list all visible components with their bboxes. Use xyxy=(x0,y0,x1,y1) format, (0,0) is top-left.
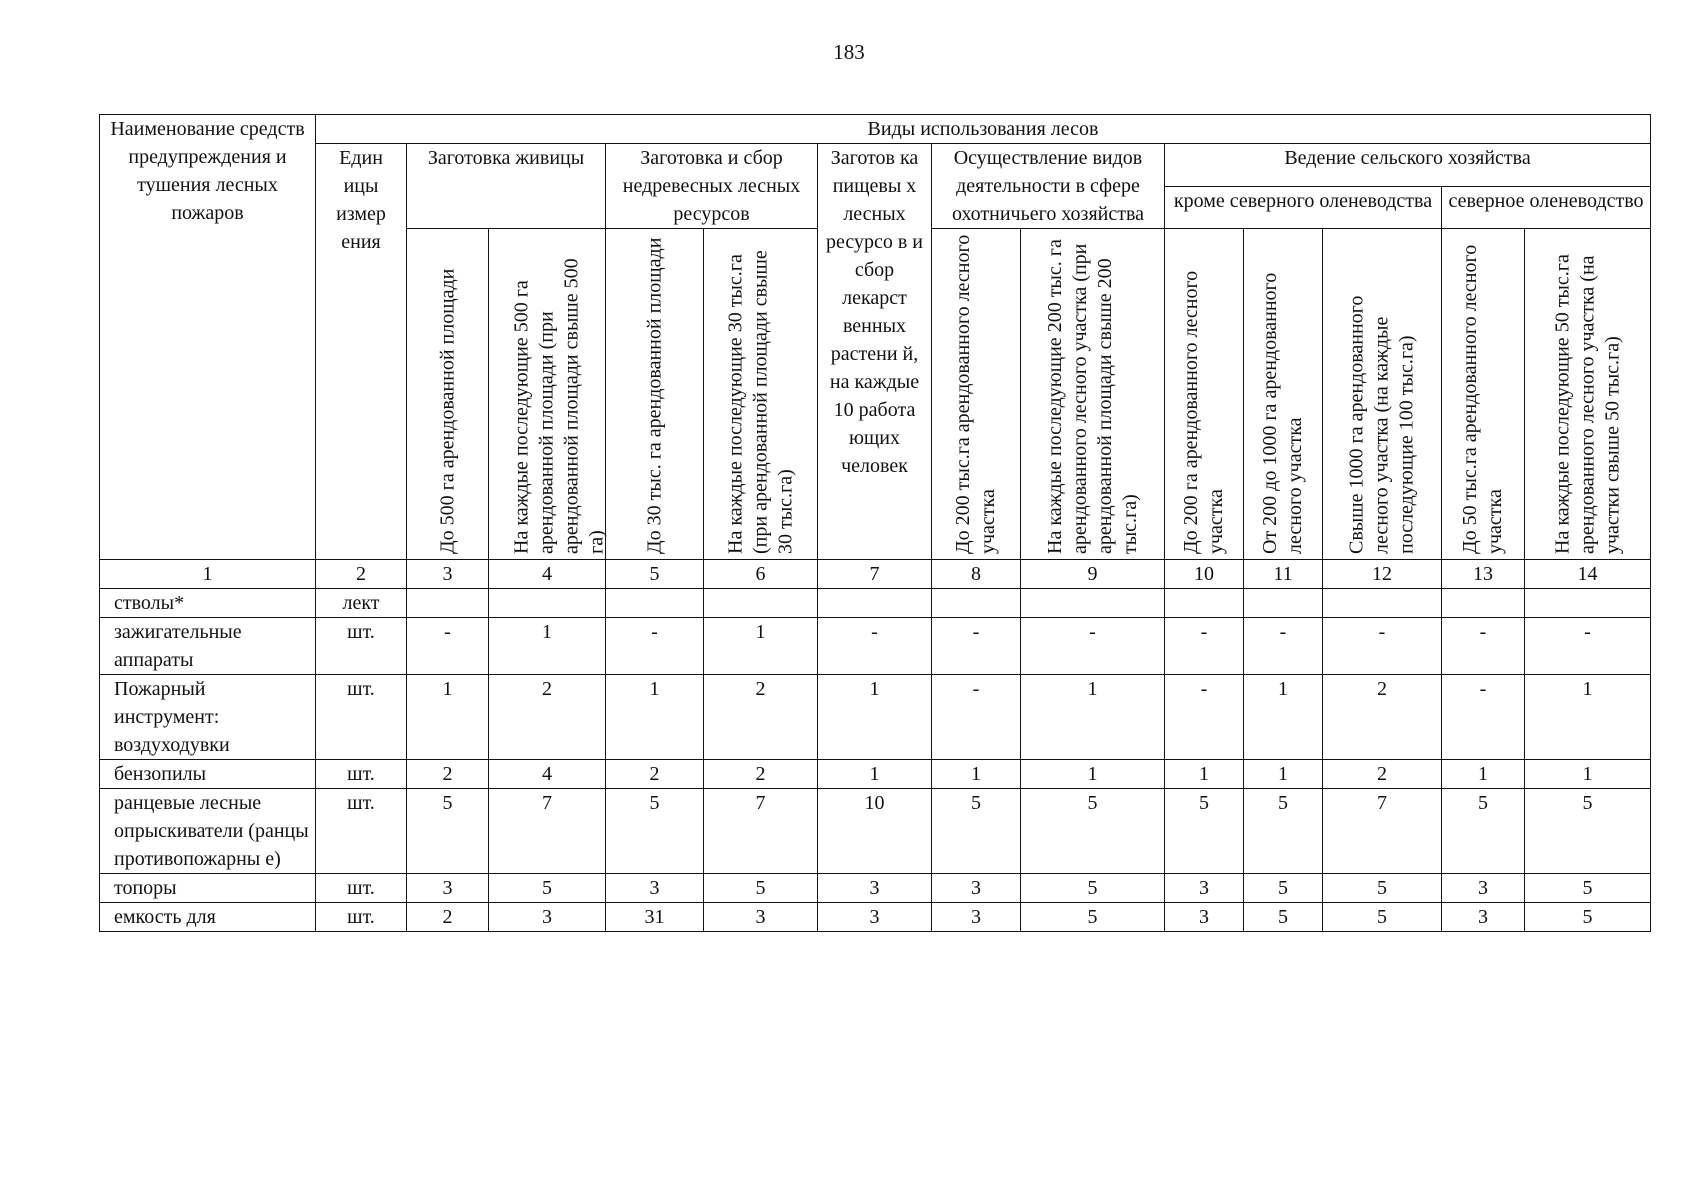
row-value-cell: 3 xyxy=(1165,874,1244,903)
row-value-cell: 5 xyxy=(1244,903,1323,932)
row-value-cell: - xyxy=(932,618,1021,675)
row-unit: шт. xyxy=(316,874,407,903)
table-row xyxy=(100,760,1651,789)
header-forest-use-types: Виды использования лесов xyxy=(316,115,1651,144)
row-value-cell: 3 xyxy=(818,874,932,903)
row-value-cell: 5 xyxy=(1021,874,1165,903)
column-number: 13 xyxy=(1442,560,1525,589)
row-item-name: зажигательные аппараты xyxy=(100,618,316,675)
vertical-header-text: На каждые последующие 200 тыс. га арендованного лесного участка (при арендованной площади свыше 200 тыс.га) xyxy=(1043,239,1141,554)
row-value-cell: 2 xyxy=(704,760,818,789)
vertical-header xyxy=(1442,229,1525,560)
column-number: 2 xyxy=(316,560,407,589)
page-number: 183 xyxy=(833,40,865,64)
row-value-cell: 2 xyxy=(606,760,704,789)
row-value-cell: 1 xyxy=(932,760,1021,789)
row-value-cell: 3 xyxy=(1165,903,1244,932)
row-value-cell: 5 xyxy=(1021,903,1165,932)
column-number: 3 xyxy=(407,560,489,589)
row-value-cell xyxy=(1442,589,1525,618)
row-value-cell: 1 xyxy=(1021,760,1165,789)
header-food-resources: Заготов ка пищевы х лесных ресурсо в и сбор лекарст венных растени й, на каждые 10 работа ющих человек xyxy=(818,144,932,560)
row-value-cell: 2 xyxy=(1323,675,1442,760)
row-unit: шт. xyxy=(316,789,407,874)
row-value-cell: 5 xyxy=(1525,903,1651,932)
row-value-cell: 2 xyxy=(704,675,818,760)
vertical-header-text: Свыше 1000 га арендованного лесного участка (на каждые последующие 100 тыс.га) xyxy=(1345,295,1418,554)
row-value-cell: 1 xyxy=(1244,675,1323,760)
row-value-cell: 3 xyxy=(932,903,1021,932)
row-value-cell: 1 xyxy=(704,618,818,675)
column-number: 12 xyxy=(1323,560,1442,589)
table-body xyxy=(100,589,1651,932)
row-value-cell: 1 xyxy=(1021,675,1165,760)
row-value-cell: 1 xyxy=(489,618,606,675)
row-item-name: ранцевые лесные опрыскиватели (ранцы противопожарны е) xyxy=(100,789,316,874)
table-row xyxy=(100,589,1651,618)
row-value-cell: - xyxy=(1244,618,1323,675)
row-value-cell xyxy=(1525,589,1651,618)
vertical-header xyxy=(1021,229,1165,560)
column-number-row xyxy=(100,560,1651,589)
row-value-cell: 7 xyxy=(489,789,606,874)
row-unit: шт. xyxy=(316,618,407,675)
row-value-cell: 5 xyxy=(489,874,606,903)
row-value-cell xyxy=(818,589,932,618)
table-row xyxy=(100,675,1651,760)
row-value-cell: 5 xyxy=(1525,874,1651,903)
row-value-cell: 10 xyxy=(818,789,932,874)
row-value-cell: - xyxy=(818,618,932,675)
row-unit: шт. xyxy=(316,760,407,789)
table-row xyxy=(100,618,1651,675)
column-number: 9 xyxy=(1021,560,1165,589)
row-value-cell: 1 xyxy=(1165,760,1244,789)
row-value-cell xyxy=(1323,589,1442,618)
row-value-cell xyxy=(407,589,489,618)
column-number: 5 xyxy=(606,560,704,589)
row-value-cell: 7 xyxy=(1323,789,1442,874)
row-item-name: емкость для xyxy=(100,903,316,932)
row-value-cell: 4 xyxy=(489,760,606,789)
vertical-header-text: До 200 тыс.га арендованного лесного участка xyxy=(952,234,999,554)
row-value-cell xyxy=(606,589,704,618)
vertical-header xyxy=(1525,229,1651,560)
row-value-cell: 3 xyxy=(1442,874,1525,903)
header-row-2 xyxy=(100,144,1651,187)
vertical-header xyxy=(489,229,606,560)
column-number: 1 xyxy=(100,560,316,589)
row-value-cell: 1 xyxy=(606,675,704,760)
row-value-cell: 3 xyxy=(932,874,1021,903)
row-item-name: бензопилы xyxy=(100,760,316,789)
vertical-header-text: На каждые последующие 30 тыс.га (при арендованной площади свыше 30 тыс.га) xyxy=(724,250,796,554)
row-value-cell: 5 xyxy=(1165,789,1244,874)
row-item-name: топоры xyxy=(100,874,316,903)
row-value-cell: - xyxy=(606,618,704,675)
table-row xyxy=(100,789,1651,874)
row-value-cell: 5 xyxy=(704,874,818,903)
row-value-cell: - xyxy=(1021,618,1165,675)
row-value-cell: 3 xyxy=(1442,903,1525,932)
row-value-cell: 2 xyxy=(1323,760,1442,789)
row-value-cell xyxy=(932,589,1021,618)
row-value-cell: 1 xyxy=(1525,760,1651,789)
row-value-cell: 3 xyxy=(818,903,932,932)
row-value-cell: 5 xyxy=(407,789,489,874)
table-row xyxy=(100,903,1651,932)
column-number: 7 xyxy=(818,560,932,589)
column-number: 8 xyxy=(932,560,1021,589)
row-value-cell: - xyxy=(1442,618,1525,675)
vertical-header-text: До 200 га арендованного лесного участка xyxy=(1180,270,1227,554)
row-value-cell xyxy=(1244,589,1323,618)
row-value-cell: 5 xyxy=(1525,789,1651,874)
vertical-header xyxy=(407,229,489,560)
row-value-cell: - xyxy=(1165,675,1244,760)
row-value-cell: 3 xyxy=(489,903,606,932)
header-row-1 xyxy=(100,115,1651,144)
row-unit: лект xyxy=(316,589,407,618)
row-value-cell: 2 xyxy=(407,903,489,932)
vertical-header-text: До 50 тыс.га арендованного лесного участка xyxy=(1459,244,1506,554)
row-value-cell: 7 xyxy=(704,789,818,874)
row-value-cell: 5 xyxy=(606,789,704,874)
row-value-cell: - xyxy=(932,675,1021,760)
header-resin-harvesting: Заготовка живицы xyxy=(407,144,606,229)
header-agriculture: Ведение сельского хозяйства xyxy=(1165,144,1651,187)
row-value-cell xyxy=(1021,589,1165,618)
row-value-cell: - xyxy=(1442,675,1525,760)
row-value-cell: 1 xyxy=(818,760,932,789)
row-value-cell xyxy=(1165,589,1244,618)
vertical-header-text: На каждые последующие 500 га арендованной площади (при арендованной площади свыше 500 га) xyxy=(510,258,608,554)
row-value-cell: 5 xyxy=(1021,789,1165,874)
row-value-cell: 3 xyxy=(407,874,489,903)
equipment-norms-table xyxy=(99,114,1651,932)
header-name-of-means: Наименование средств предупреждения и тушения лесных пожаров xyxy=(100,115,316,560)
vertical-header-text: До 500 га арендованной площади xyxy=(436,268,458,554)
row-value-cell: 5 xyxy=(1244,789,1323,874)
row-value-cell: 5 xyxy=(1323,874,1442,903)
row-value-cell: 5 xyxy=(1442,789,1525,874)
column-number: 11 xyxy=(1244,560,1323,589)
header-except-northern-reindeer: кроме северного оленеводства xyxy=(1165,186,1442,229)
column-number: 6 xyxy=(704,560,818,589)
vertical-header-text: На каждые последующие 50 тыс.га арендованного лесного участка (на участки свыше 50 тыс.га) xyxy=(1551,254,1623,554)
vertical-header xyxy=(1244,229,1323,560)
table-row xyxy=(100,874,1651,903)
row-value-cell: 1 xyxy=(407,675,489,760)
row-value-cell: 3 xyxy=(606,874,704,903)
vertical-header xyxy=(606,229,704,560)
row-unit: шт. xyxy=(316,675,407,760)
row-unit: шт. xyxy=(316,903,407,932)
row-value-cell: 3 xyxy=(704,903,818,932)
vertical-header-text: От 200 до 1000 га арендованного лесного участка xyxy=(1259,272,1306,554)
column-number: 14 xyxy=(1525,560,1651,589)
column-number: 10 xyxy=(1165,560,1244,589)
row-value-cell: 1 xyxy=(1244,760,1323,789)
header-northern-reindeer: северное оленеводство xyxy=(1442,186,1651,229)
row-item-name: Пожарный инструмент: воздуходувки xyxy=(100,675,316,760)
column-number: 4 xyxy=(489,560,606,589)
vertical-header-text: До 30 тыс. га арендованной площади xyxy=(643,237,665,554)
vertical-header xyxy=(932,229,1021,560)
row-value-cell: 5 xyxy=(1244,874,1323,903)
row-value-cell: 1 xyxy=(818,675,932,760)
row-value-cell xyxy=(704,589,818,618)
row-item-name: стволы* xyxy=(100,589,316,618)
row-value-cell: 2 xyxy=(407,760,489,789)
row-value-cell: 1 xyxy=(1442,760,1525,789)
row-value-cell: 5 xyxy=(1323,903,1442,932)
vertical-header xyxy=(704,229,818,560)
header-units: Един ицы измер ения xyxy=(316,144,407,560)
header-hunting: Осуществление видов деятельности в сфере охотничьего хозяйства xyxy=(932,144,1165,229)
row-value-cell: 1 xyxy=(1525,675,1651,760)
row-value-cell: - xyxy=(407,618,489,675)
row-value-cell xyxy=(489,589,606,618)
vertical-header xyxy=(1165,229,1244,560)
row-value-cell: - xyxy=(1165,618,1244,675)
row-value-cell: 2 xyxy=(489,675,606,760)
row-value-cell: - xyxy=(1525,618,1651,675)
row-value-cell: - xyxy=(1323,618,1442,675)
row-value-cell: 31 xyxy=(606,903,704,932)
header-non-timber-resources: Заготовка и сбор недревесных лесных ресурсов xyxy=(606,144,818,229)
row-value-cell: 5 xyxy=(932,789,1021,874)
vertical-header xyxy=(1323,229,1442,560)
